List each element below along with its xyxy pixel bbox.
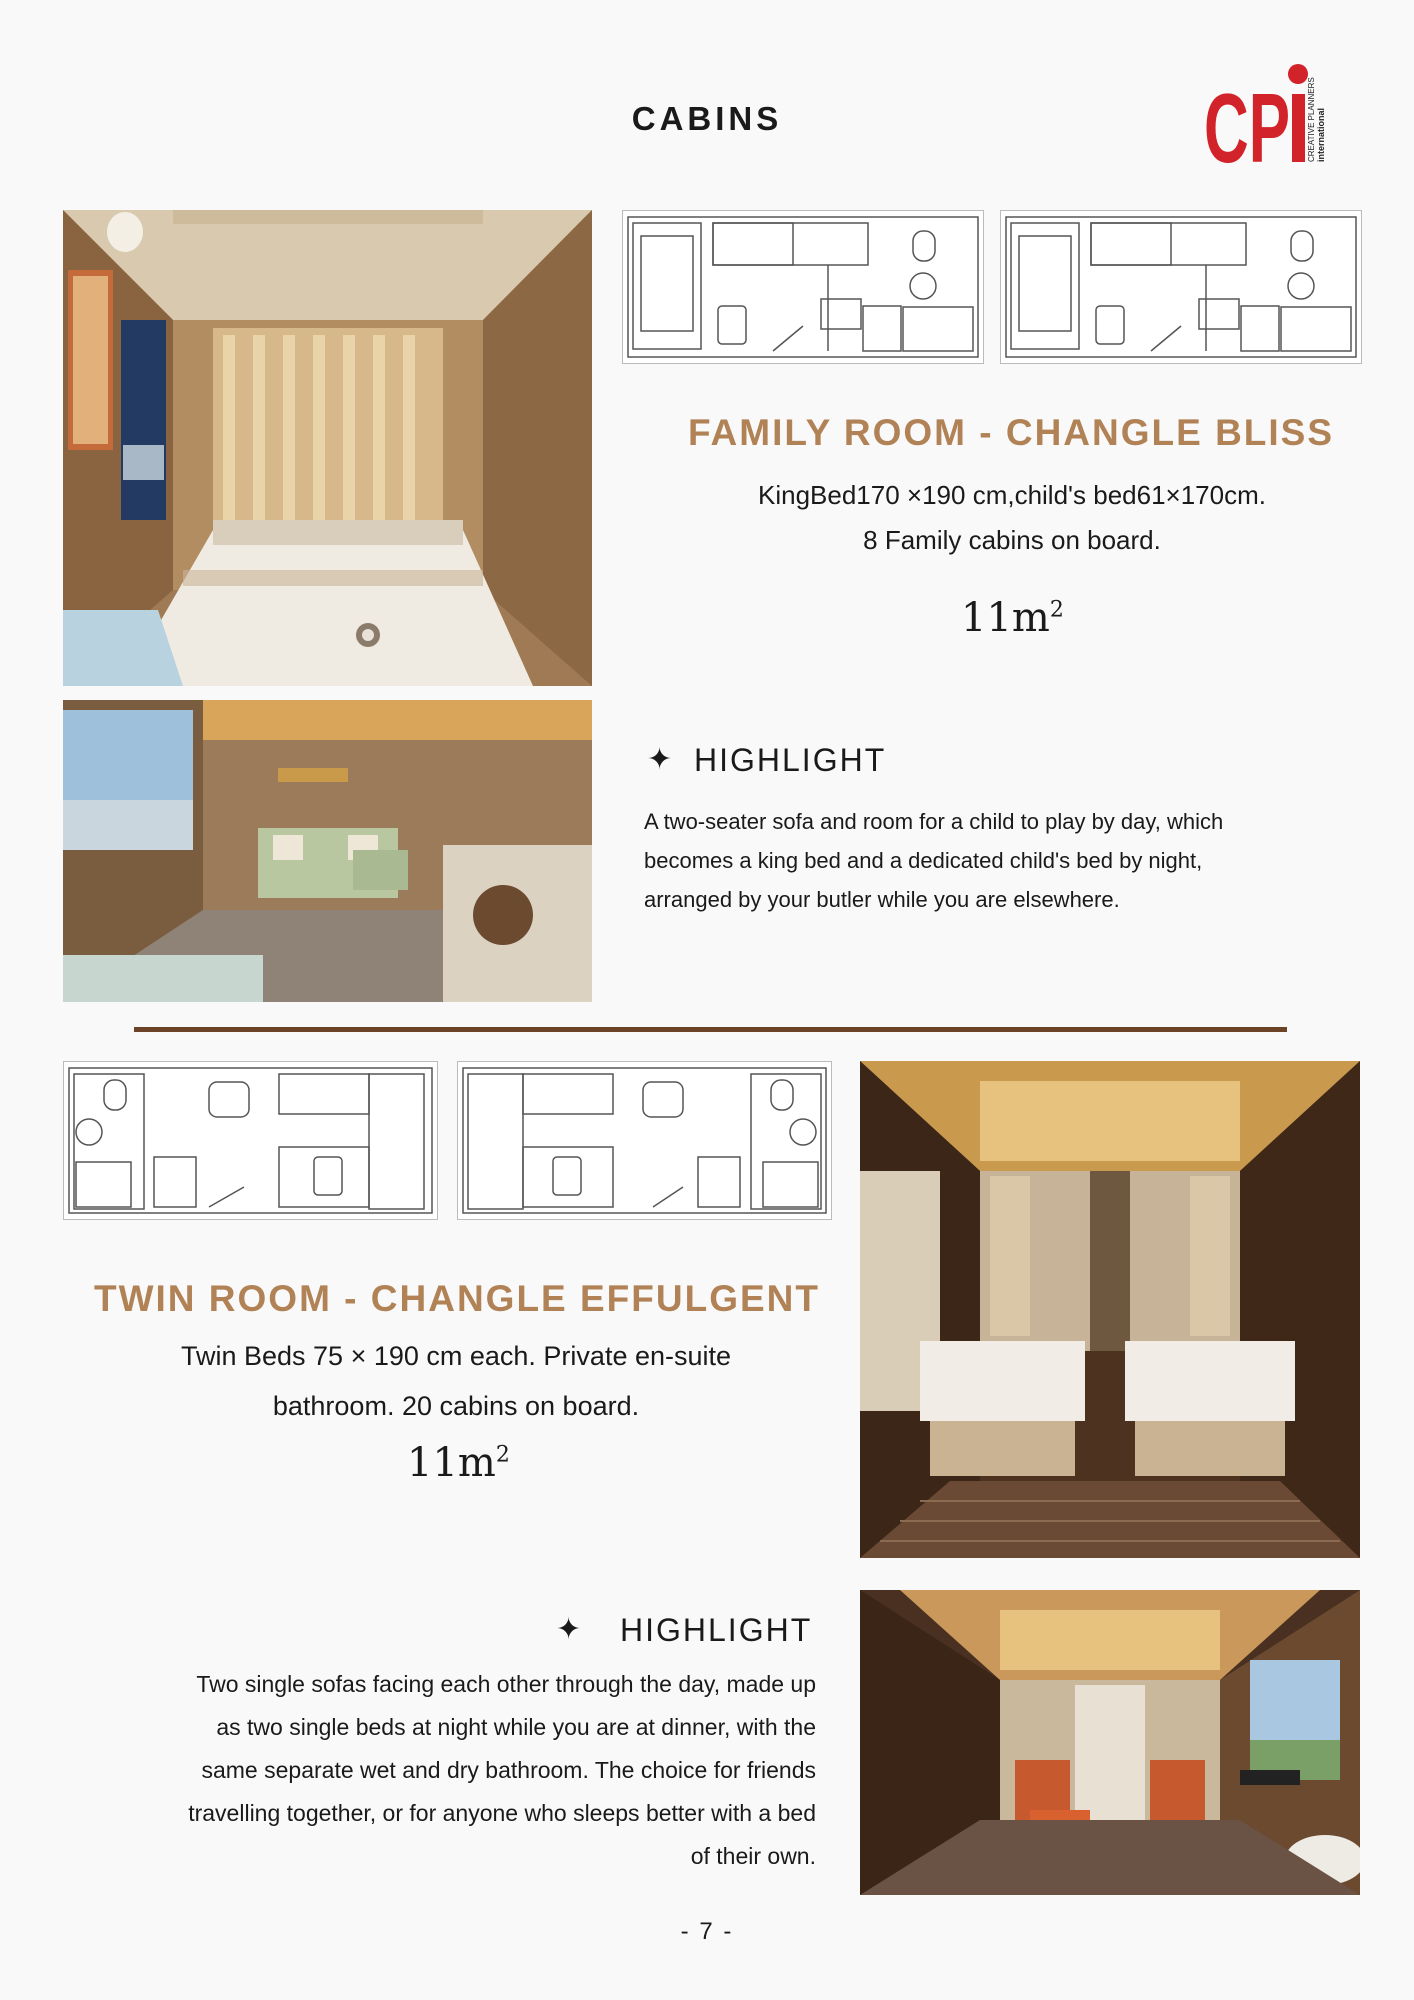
logo-main-text: CP bbox=[1204, 73, 1290, 170]
family-room-floor-plan-1 bbox=[622, 210, 984, 364]
twin-room-sofas-photo bbox=[860, 1590, 1360, 1895]
logo-side-text-2: international bbox=[1316, 107, 1326, 162]
four-point-star-icon: ✦ bbox=[556, 1613, 582, 1646]
family-room-bed-photo bbox=[63, 210, 592, 686]
family-room-floor-plan-2 bbox=[1000, 210, 1362, 364]
twin-room-highlight-label: HIGHLIGHT bbox=[620, 1612, 813, 1648]
family-room-area: $11m^2$ bbox=[961, 595, 1064, 641]
family-room-sofa-photo bbox=[63, 700, 592, 1002]
twin-room-beds-photo bbox=[860, 1061, 1360, 1558]
twin-room-floor-plan-2 bbox=[457, 1061, 832, 1220]
logo-side-text-1: CREATIVE PLANNERS bbox=[1307, 77, 1316, 162]
family-room-highlight-text: A two-seater sofa and room for a child to play by day, which becomes a king bed and a dedicated child's bed by night, arranged by your butler while you are elsewhere. bbox=[644, 809, 1224, 912]
page-number: - 7 - bbox=[680, 1918, 734, 1945]
twin-room-highlight-text: Two single sofas facing each other through the day, made up as two single beds at night while you are at dinner, with the same separate wet and dry bathroom. The choice for friends travelling together, or for anyone who sleeps better with a bed of their own. bbox=[188, 1671, 816, 1869]
twin-room-detail-line-2: bathroom. 20 cabins on board. bbox=[272, 1391, 640, 1421]
family-room-title: FAMILY ROOM - CHANGLE BLISS bbox=[688, 412, 1335, 453]
twin-room-detail-line-1: Twin Beds 75 × 190 cm each. Private en-suite bbox=[180, 1341, 732, 1371]
twin-room-area: $11m^2$ bbox=[407, 1440, 510, 1486]
cpi-logo bbox=[1204, 58, 1326, 170]
twin-room-title: TWIN ROOM - CHANGLE EFFULGENT bbox=[94, 1278, 820, 1319]
page-title: CABINS bbox=[631, 100, 783, 137]
family-room-detail-line-2: 8 Family cabins on board. bbox=[863, 525, 1161, 555]
four-point-star-icon: ✦ bbox=[647, 743, 673, 776]
twin-room-floor-plan-1 bbox=[63, 1061, 438, 1220]
family-room-detail-line-1: KingBed170 ×190 cm,child's bed61×170cm. bbox=[758, 480, 1266, 510]
family-room-highlight-label: HIGHLIGHT bbox=[694, 742, 887, 778]
section-divider bbox=[134, 1027, 1287, 1032]
